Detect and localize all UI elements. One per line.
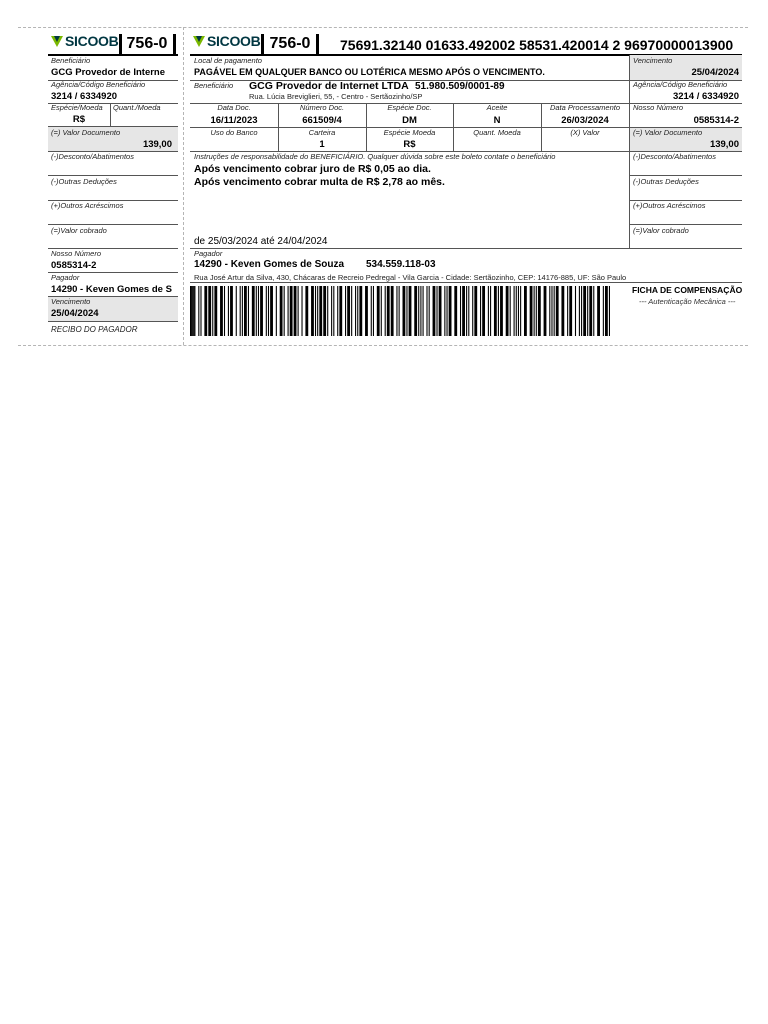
- receipt-footer: RECIBO DO PAGADOR: [51, 325, 138, 334]
- separator: [261, 34, 264, 54]
- rule: [110, 103, 111, 126]
- pagador-value: 14290 - Keven Gomes de S: [51, 284, 172, 295]
- pagador-label: Pagador: [51, 273, 80, 282]
- ficha-compensacao: FICHA DE COMPENSAÇÃO: [632, 285, 743, 295]
- bank-code: 756-0: [126, 35, 168, 52]
- nosso-numero-value: 0585314-2: [51, 260, 97, 271]
- nosso-numero-label: Nosso Número: [633, 103, 684, 112]
- valor-doc-value: 139,00: [709, 139, 739, 150]
- pagador-label: Pagador: [194, 249, 223, 258]
- cut-line-top: [18, 27, 748, 28]
- valor-doc-value: 139,00: [142, 139, 172, 150]
- rule: [630, 175, 742, 176]
- especie-value: R$: [72, 114, 86, 125]
- barcode: [190, 286, 610, 336]
- cut-line-vertical: [183, 27, 184, 345]
- desconto-label: (-)Desconto/Abatimentos: [633, 152, 716, 161]
- vencimento-label: Vencimento: [633, 56, 673, 65]
- sicoob-logo: [50, 31, 118, 51]
- quant-moeda-label: Quant. Moeda: [473, 128, 521, 137]
- valor-cobrado-label: (=)Valor cobrado: [51, 226, 107, 235]
- aceite-label: Aceite: [486, 103, 508, 112]
- instrucoes-label: Instruções de responsabilidade do BENEFICIÁRIO. Qualquer dúvida sobre este boleto contate o beneficiário: [194, 152, 556, 161]
- vencimento-value: 25/04/2024: [51, 308, 99, 319]
- data-processamento-label: Data Processamento: [549, 103, 621, 112]
- bank-code: 756-0: [269, 35, 311, 52]
- valor-cobrado-label: (=)Valor cobrado: [633, 226, 689, 235]
- rule: [190, 248, 742, 249]
- especie-moeda-label: Espécie Moeda: [383, 128, 436, 137]
- outras-deducoes-label: (-)Outras Deduções: [633, 177, 699, 186]
- numero-doc-value: 661509/4: [302, 115, 342, 126]
- instrucao-multa: Após vencimento cobrar multa de R$ 2,78 ao mês.: [194, 176, 445, 188]
- pagador-cpf: 534.559.118-03: [366, 259, 436, 270]
- desconto-label: (-)Desconto/Abatimentos: [51, 152, 134, 161]
- outros-acrescimos-label: (+)Outros Acréscimos: [633, 201, 706, 210]
- rule: [48, 321, 178, 322]
- logo-text: SICOOB: [207, 33, 261, 49]
- agencia-label: Agência/Código Beneficiário: [51, 80, 146, 89]
- outros-acrescimos-label: (+)Outros Acréscimos: [51, 201, 124, 210]
- outras-deducoes-label: (-)Outras Deduções: [51, 177, 117, 186]
- valor-doc-label: (=) Valor Documento: [633, 128, 703, 137]
- beneficiario-name: GCG Provedor de Internet LTDA: [249, 80, 409, 92]
- rule: [190, 282, 742, 283]
- carteira-label: Carteira: [308, 128, 336, 137]
- pagador-address: Rua José Artur da Silva, 430, Chácaras de Recreio Pedregal - Vila Garcia - Cidade: Sertãozinho, CEP: 14176-885, UF: São Paulo: [194, 273, 627, 282]
- numero-doc-label: Número Doc.: [299, 103, 345, 112]
- especie-doc-value: DM: [402, 115, 417, 126]
- especie-label: Espécie/Moeda: [51, 103, 103, 112]
- data-doc-label: Data Doc.: [217, 103, 251, 112]
- beneficiario-cnpj: 51.980.509/0001-89: [415, 81, 505, 92]
- nosso-numero-label: Nosso Número: [51, 249, 102, 258]
- sicoob-logo-icon: [192, 34, 206, 48]
- beneficiario-label: Beneficiário: [51, 56, 91, 65]
- beneficiario-label: Beneficiário: [194, 81, 234, 90]
- data-processamento-value: 26/03/2024: [561, 115, 609, 126]
- separator: [173, 34, 176, 54]
- data-doc-value: 16/11/2023: [210, 115, 258, 126]
- instrucao-juros: Após vencimento cobrar juro de R$ 0,05 ao dia.: [194, 163, 431, 175]
- agencia-value: 3214 / 6334920: [672, 91, 739, 102]
- beneficiario-value: GCG Provedor de Interne: [51, 67, 166, 78]
- nosso-numero-value: 0585314-2: [693, 115, 739, 126]
- aceite-value: N: [493, 115, 501, 126]
- x-valor-label: (X) Valor: [570, 128, 600, 137]
- rule: [630, 224, 742, 225]
- beneficiario-address: Rua. Lúcia Breviglieri, 55, - Centro - Sertãozinho/SP: [249, 92, 423, 101]
- carteira-value: 1: [319, 139, 325, 150]
- valor-doc-label: (=) Valor Documento: [51, 128, 121, 137]
- agencia-label: Agência/Código Beneficiário: [633, 80, 728, 89]
- separator: [316, 34, 319, 54]
- uso-banco-label: Uso do Banco: [210, 128, 258, 137]
- separator: [119, 34, 122, 54]
- logo-text: SICOOB: [65, 33, 119, 49]
- especie-doc-label: Espécie Doc.: [387, 103, 432, 112]
- local-pagamento-value: PAGÁVEL EM QUALQUER BANCO OU LOTÉRICA MESMO APÓS O VENCIMENTO.: [194, 67, 545, 77]
- agencia-value: 3214 / 6334920: [51, 91, 118, 102]
- periodo-text: de 25/03/2024 até 24/04/2024: [194, 236, 328, 247]
- autenticacao-mecanica: --- Autenticação Mecânica ---: [639, 297, 736, 306]
- cut-line-bottom: [18, 345, 748, 346]
- pagador-name: 14290 - Keven Gomes de Souza: [194, 259, 345, 270]
- quant-label: Quant./Moeda: [113, 103, 161, 112]
- sicoob-logo-icon: [50, 34, 64, 48]
- local-pagamento-label: Local de pagamento: [194, 56, 262, 65]
- sicoob-logo: [192, 31, 260, 51]
- digitable-line: 75691.32140 01633.492002 58531.420014 2 96970000013900: [340, 37, 734, 53]
- rule: [48, 175, 178, 176]
- especie-moeda-value: R$: [403, 139, 416, 150]
- vencimento-label: Vencimento: [51, 297, 91, 306]
- vencimento-value: 25/04/2024: [691, 67, 739, 78]
- rule: [48, 224, 178, 225]
